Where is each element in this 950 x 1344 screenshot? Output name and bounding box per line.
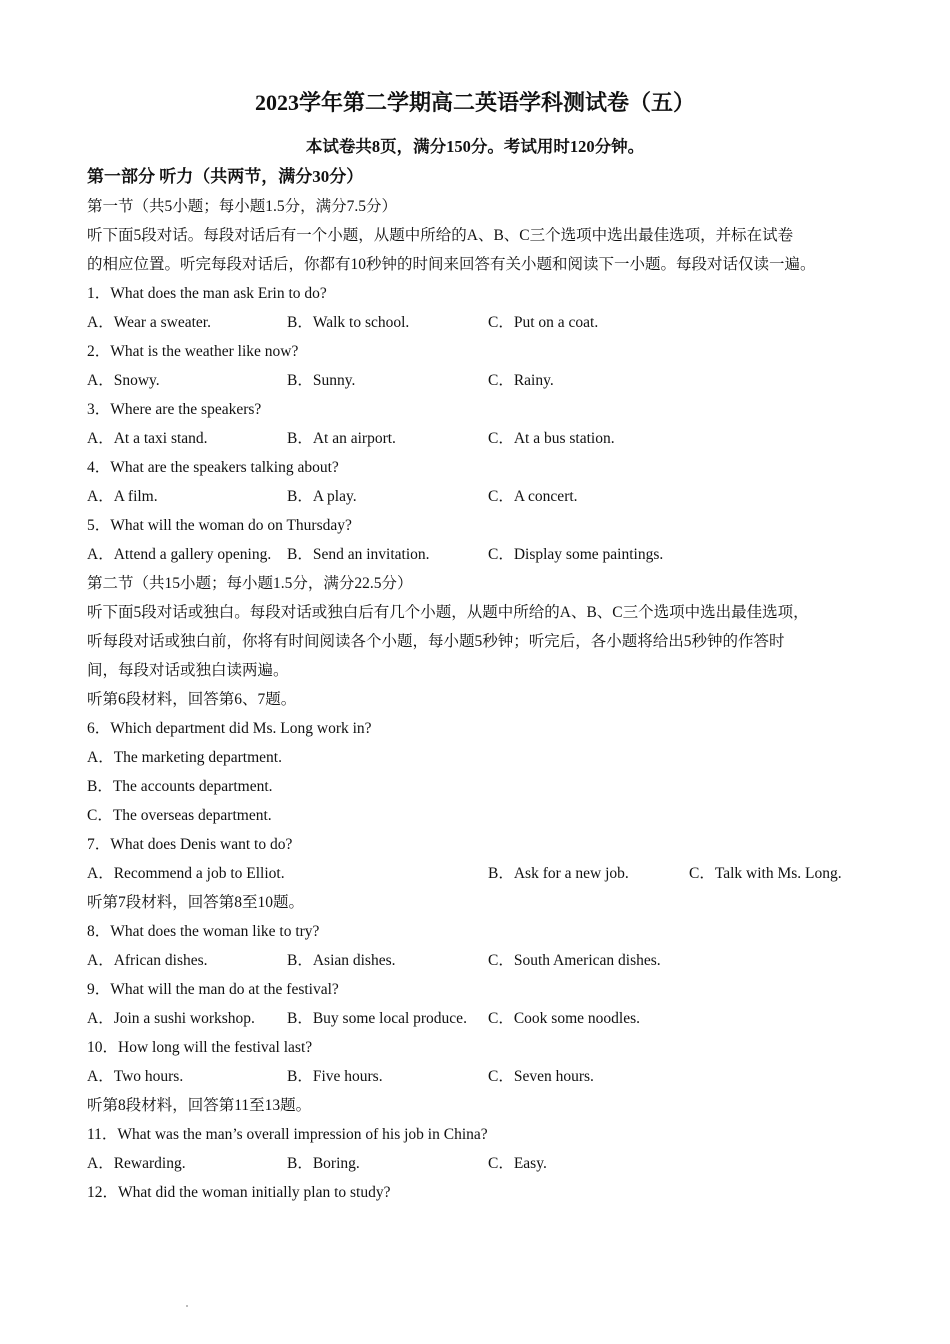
section-heading: 第二节（共15小题；每小题1.5分，满分22.5分） xyxy=(87,575,413,592)
question-options xyxy=(87,482,877,511)
part-heading: 第一部分 听力（共两节，满分30分） xyxy=(87,167,364,186)
option-a: A．At a taxi stand. xyxy=(87,430,208,447)
option-c: C．The overseas department. xyxy=(87,807,272,824)
question-text: 3．Where are the speakers? xyxy=(87,401,262,418)
option-c: C．Talk with Ms. Long. xyxy=(689,865,842,882)
instruction-line: 间，每段对话或独白读两遍。 xyxy=(87,662,289,679)
instruction-line: 的相应位置。听完每段对话后，你都有10秒钟的时间来回答有关小题和阅读下一小题。每段对话仅读一遍。 xyxy=(87,256,816,273)
option-c: C．Easy. xyxy=(488,1155,547,1172)
option-c: C．At a bus station. xyxy=(488,430,615,447)
material-heading: 听第6段材料，回答第6、7题。 xyxy=(87,691,297,708)
option-c: C．Seven hours. xyxy=(488,1068,594,1085)
option-c: C．Put on a coat. xyxy=(488,314,599,331)
option-a: A．A film. xyxy=(87,488,158,505)
option-c: C．Cook some noodles. xyxy=(488,1010,640,1027)
question-text: 6．Which department did Ms. Long work in? xyxy=(87,720,372,737)
option-b: B．The accounts department. xyxy=(87,778,273,795)
option-a: A．The marketing department. xyxy=(87,749,282,766)
scan-dot xyxy=(186,1305,188,1307)
question-options xyxy=(87,308,877,337)
option-b: B．Sunny. xyxy=(287,372,356,389)
option-a: A．Recommend a job to Elliot. xyxy=(87,865,285,882)
option-a: A．Two hours. xyxy=(87,1068,184,1085)
option-c: C．South American dishes. xyxy=(488,952,661,969)
option-b: B．Boring. xyxy=(287,1155,360,1172)
question-options xyxy=(87,859,877,888)
option-b: B．Five hours. xyxy=(287,1068,383,1085)
question-text: 5．What will the woman do on Thursday? xyxy=(87,517,352,534)
option-c: C．Rainy. xyxy=(488,372,554,389)
instruction-line: 听每段对话或独白前，你将有时间阅读各个小题，每小题5秒钟；听完后，各小题将给出5秒钟的作答时 xyxy=(87,633,785,650)
question-text: 2．What is the weather like now? xyxy=(87,343,299,360)
question-text: 12．What did the woman initially plan to study? xyxy=(87,1184,391,1201)
instruction-line: 听下面5段对话。每段对话后有一个小题，从题中所给的A、B、C三个选项中选出最佳选项，并标在试卷 xyxy=(87,227,794,244)
option-b: B．A play. xyxy=(287,488,357,505)
question-text: 4．What are the speakers talking about? xyxy=(87,459,339,476)
section-heading: 第一节（共5小题；每小题1.5分，满分7.5分） xyxy=(87,198,398,215)
option-b: B．Send an invitation. xyxy=(287,546,430,563)
question-options xyxy=(87,424,877,453)
question-options xyxy=(87,1004,877,1033)
option-a: A．Attend a gallery opening. xyxy=(87,546,272,563)
option-b: B．Buy some local produce. xyxy=(287,1010,467,1027)
exam-info: 本试卷共8页，满分150分。考试用时120分钟。 xyxy=(305,137,645,156)
question-text: 9．What will the man do at the festival? xyxy=(87,981,339,998)
question-text: 10．How long will the festival last? xyxy=(87,1039,313,1056)
question-options xyxy=(87,366,877,395)
material-heading: 听第8段材料，回答第11至13题。 xyxy=(87,1097,312,1114)
question-text: 7．What does Denis want to do? xyxy=(87,836,293,853)
option-a: A．African dishes. xyxy=(87,952,208,969)
question-text: 8．What does the woman like to try? xyxy=(87,923,320,940)
question-text: 1．What does the man ask Erin to do? xyxy=(87,285,327,302)
option-a: A．Rewarding. xyxy=(87,1155,186,1172)
option-c: C．Display some paintings. xyxy=(488,546,664,563)
page-title: 2023学年第二学期高二英语学科测试卷（五） xyxy=(254,90,695,115)
instruction-line: 听下面5段对话或独白。每段对话或独白后有几个小题，从题中所给的A、B、C三个选项中选出最佳选项， xyxy=(87,604,809,621)
question-options xyxy=(87,946,877,975)
option-b: B．Asian dishes. xyxy=(287,952,396,969)
material-heading: 听第7段材料，回答第8至10题。 xyxy=(87,894,305,911)
question-text: 11．What was the man’s overall impression of his job in China? xyxy=(87,1126,488,1143)
exam-content xyxy=(87,162,877,1207)
option-c: C．A concert. xyxy=(488,488,578,505)
question-options xyxy=(87,540,877,569)
option-a: A．Snowy. xyxy=(87,372,160,389)
option-b: B．At an airport. xyxy=(287,430,396,447)
question-options xyxy=(87,1062,877,1091)
question-options xyxy=(87,1149,877,1178)
option-a: A．Wear a sweater. xyxy=(87,314,211,331)
option-a: A．Join a sushi workshop. xyxy=(87,1010,255,1027)
option-b: B．Walk to school. xyxy=(287,314,410,331)
option-b: B．Ask for a new job. xyxy=(488,865,629,882)
